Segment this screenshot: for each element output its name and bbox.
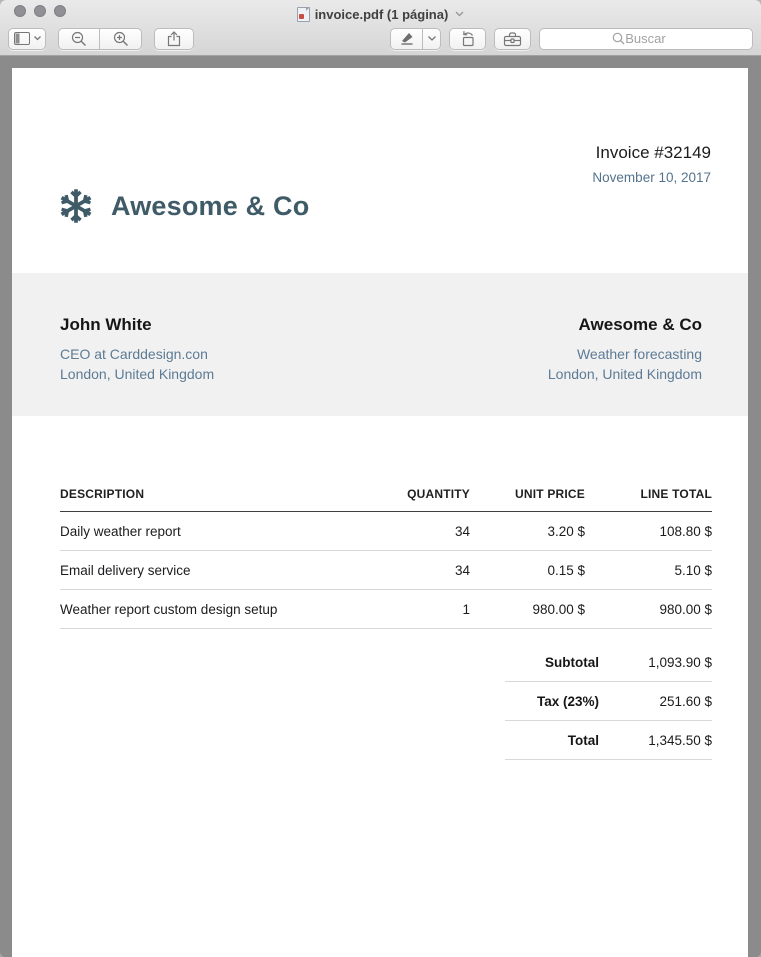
rotate-icon [459, 30, 477, 47]
total-label: Total [567, 732, 599, 748]
tax-row [505, 682, 712, 721]
item-line-total: 108.80 $ [659, 523, 712, 539]
invoice-date: November 10, 2017 [592, 170, 711, 185]
pdf-document-icon [297, 7, 310, 22]
share-button[interactable] [154, 28, 194, 50]
snowflake-logo-icon [57, 187, 95, 225]
billed-to-party [60, 315, 214, 416]
share-icon [167, 31, 181, 47]
item-quantity: 34 [454, 562, 470, 578]
subtotal-row [505, 643, 712, 682]
toolbar [0, 22, 761, 55]
header-unit-price: UNIT PRICE [514, 487, 585, 501]
markup-pen-group [390, 28, 441, 50]
markup-dropdown-button[interactable] [423, 28, 441, 50]
invoice-header [12, 68, 748, 273]
chevron-down-icon [34, 36, 41, 41]
table-header [60, 487, 712, 512]
header-line-total: LINE TOTAL [640, 487, 712, 501]
invoice-info [592, 139, 711, 273]
item-line-total: 980.00 $ [659, 601, 712, 617]
item-line-total: 5.10 $ [674, 562, 712, 578]
issuer-location: London, United Kingdom [547, 366, 702, 382]
issuer-party [548, 315, 702, 416]
zoom-out-icon [71, 31, 87, 47]
markup-pen-icon [399, 31, 415, 46]
parties-band [12, 273, 748, 416]
item-description: Email delivery service [60, 562, 191, 578]
chevron-down-icon [428, 36, 436, 41]
totals-section [505, 643, 712, 760]
subtotal-value: 1,093.90 $ [648, 654, 712, 670]
item-unit-price: 3.20 $ [547, 523, 585, 539]
header-quantity: QUANTITY [407, 487, 470, 501]
titlebar [0, 0, 761, 22]
markup-toolbox-icon [503, 31, 522, 47]
item-quantity: 34 [454, 523, 470, 539]
window-title: invoice.pdf (1 página) [314, 6, 449, 22]
document-viewport [0, 56, 761, 957]
invoice-number: Invoice #32149 [595, 143, 711, 162]
zoom-controls [58, 28, 142, 50]
window-title-group [297, 1, 465, 22]
item-unit-price: 0.15 $ [547, 562, 585, 578]
total-row [505, 721, 712, 760]
zoom-in-button[interactable] [100, 28, 142, 50]
sidebar-toggle-button[interactable] [8, 28, 46, 50]
search-field [539, 28, 753, 50]
search-input[interactable] [547, 31, 744, 46]
markup-toolbox-button[interactable] [494, 28, 531, 50]
tax-label: Tax (23%) [536, 693, 599, 709]
issuer-name: Awesome & Co [578, 315, 702, 334]
rotate-button[interactable] [449, 28, 486, 50]
item-description: Weather report custom design setup [60, 601, 278, 617]
invoice-body [12, 487, 748, 760]
item-quantity: 1 [462, 601, 470, 617]
issuer-role: Weather forecasting [576, 346, 702, 362]
zoom-out-button[interactable] [58, 28, 100, 50]
table-row [60, 551, 712, 590]
markup-pen-button[interactable] [390, 28, 423, 50]
company-logo [57, 139, 309, 273]
billed-to-role: CEO at Carddesign.con [60, 346, 208, 362]
minimize-button[interactable] [34, 5, 46, 17]
header-description: DESCRIPTION [60, 487, 145, 501]
billed-to-location: London, United Kingdom [60, 366, 215, 382]
zoom-in-icon [113, 31, 129, 47]
sidebar-icon [14, 32, 31, 45]
table-row [60, 512, 712, 551]
billed-to-name: John White [60, 315, 152, 334]
subtotal-label: Subtotal [545, 654, 599, 670]
total-value: 1,345.50 $ [648, 732, 712, 748]
close-button[interactable] [14, 5, 26, 17]
table-row [60, 590, 712, 629]
item-unit-price: 980.00 $ [532, 601, 585, 617]
traffic-lights [14, 5, 66, 17]
pdf-page [12, 68, 748, 957]
window-header [0, 0, 761, 56]
fullscreen-button[interactable] [54, 5, 66, 17]
item-description: Daily weather report [60, 523, 181, 539]
tax-value: 251.60 $ [659, 693, 712, 709]
title-chevron-down-icon[interactable] [455, 11, 464, 17]
company-name: Awesome & Co [111, 190, 310, 221]
search-icon [612, 32, 625, 45]
